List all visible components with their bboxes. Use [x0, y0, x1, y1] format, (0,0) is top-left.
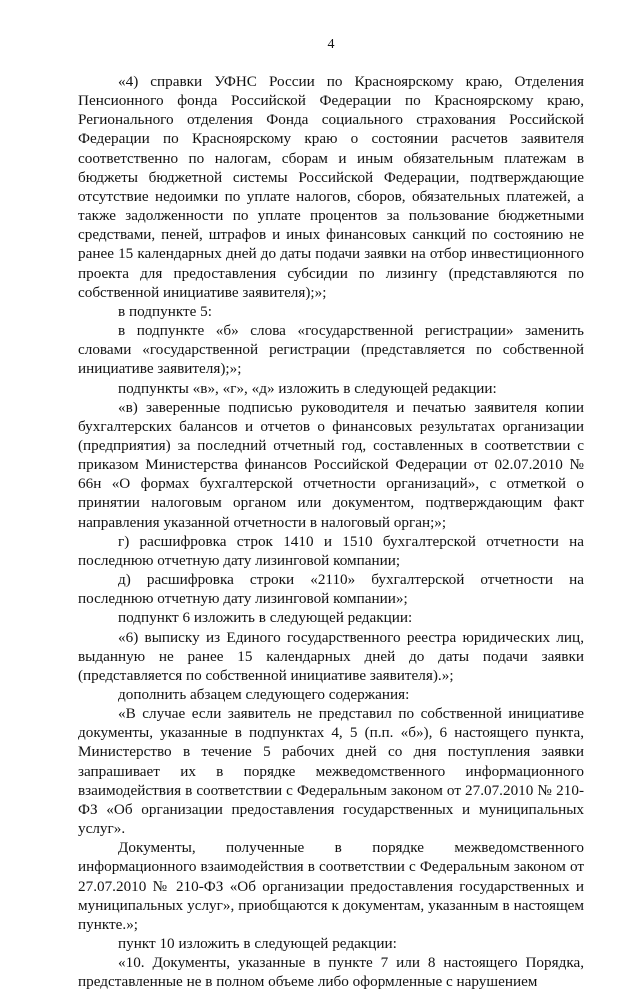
paragraph-in-subitem-5: в подпункте 5:: [118, 302, 212, 320]
paragraph-add-clause-intro: дополнить абзацем следующего содержания:: [118, 686, 410, 703]
paragraph-subitem-d-line-2110: д) расшифровка строки «2110» бухгалтерской отчетности на последнюю отчетную дату лизинговой компании»;: [78, 571, 584, 608]
paragraph-subitem-6-egrul-extract: «6) выписку из Единого государственного реестра юридических лиц, выданную не ранее 15 календарных дней до даты подачи заявки (представляется по собственной инициативе заявителя).»;: [78, 628, 584, 684]
paragraph-subitem-b-replace-words: в подпункте «б» слова «государственной регистрации» заменить словами «государственной регистрации (представляется по собственной инициативе заявителя);»;: [78, 322, 584, 378]
paragraph-item-10-intro: пункт 10 изложить в следующей редакции:: [118, 935, 397, 953]
paragraph-interagency-request: «В случае если заявитель не представил по собственной инициативе документы, указанные в подпунктах 4, 5 (п.п. «б»), 6 настоящего пункта, Министерство в течение 5 рабочих дней со дня поступления заявки запрашивает их в порядке межведомственного информационного взаимодействия в соответствии с Федеральным законом от 27.07.2010 № 210-ФЗ «Об организации предоставления государственных и муниципальных услуг».: [78, 705, 584, 838]
paragraph-subitem-g-lines-1410-1510: г) расшифровка строк 1410 и 1510 бухгалтерской отчетности на последнюю отчетную дату лизинговой компании;: [78, 532, 584, 569]
paragraph-documents-attached: Документы, полученные в порядке межведомственного информационного взаимодействия в соответствии с Федеральным законом от 27.07.2010 № 210-ФЗ «Об организации предоставления государственных и муниципальных услуг», приобщаются к документам, указанным в настоящем пункте.»;: [78, 839, 584, 933]
paragraph-subitem-v-balances: «в) заверенные подписью руководителя и печатью заявителя копии бухгалтерских балансов и отчетов о финансовых результатах организации (предприятия) за последний отчетный год, составленных в соответствии с приказом Министерства финансов Российской Федерации от 02.07.2010 № 66н «О формах бухгалтерской отчетности организаций», с отметкой о принятии налоговым органом или документом, подтверждающим факт направления указанной отчетности в налоговый орган;»;: [78, 398, 584, 531]
document-body: [78, 72, 584, 992]
paragraph-item-10-text: «10. Документы, указанные в пункте 7 или 8 настоящего Порядка, представленные не в полном объеме либо оформленные с нарушением: [78, 954, 584, 991]
paragraph-subitem-6-intro: подпункт 6 изложить в следующей редакции:: [118, 609, 413, 627]
page-number: 4: [327, 37, 335, 52]
paragraph-subitem-4-tax-certificates: «4) справки УФНС России по Красноярскому краю, Отделения Пенсионного фонда Российской Федерации по Красноярскому краю, Регионального отделения Фонда социального страхования Российской Федерации по Красноярскому краю о состоянии расчетов заявителя соответственно по налогам, сборам и иным обязательным платежам в бюджеты бюджетной системы Российской Федерации, подтверждающие отсутствие недоимки по уплате налогов, сборов, обязательных платежей, а также задолженности по уплате процентов за пользование бюджетными средствами, пеней, штрафов и иных финансовых санкций по состоянию не ранее 15 календарных дней до даты подачи заявки на отбор инвестиционного проекта для предоставления субсидии по лизингу (представляются по собственной инициативе заявителя);»;: [78, 73, 584, 301]
paragraph-subitems-v-g-d-intro: подпункты «в», «г», «д» изложить в следующей редакции:: [118, 379, 497, 397]
